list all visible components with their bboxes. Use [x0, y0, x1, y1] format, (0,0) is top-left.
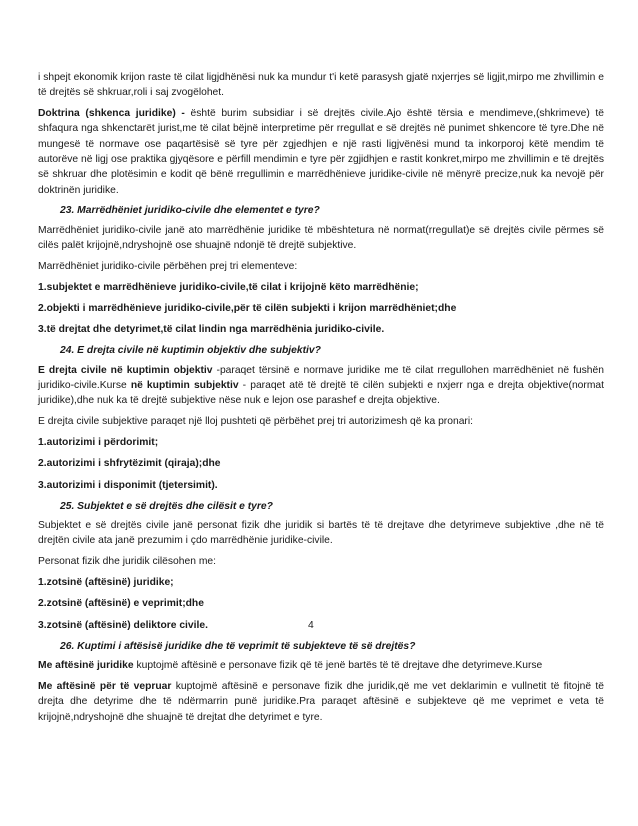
list-item-element-3: 3.të drejtat dhe detyrimet,të cilat lindin nga marrëdhënia juridiko-civile.	[38, 324, 385, 336]
term-subjective: në kuptimin subjektiv	[130, 380, 239, 392]
list-item-authorization-1: 1.autorizimi i përdorimit;	[38, 436, 159, 448]
paragraph-legal-capacity: Me aftësinë juridike kuptojmë aftësinë e personave fizik që të jenë bartës të të drejtave dhe detyrimeve.Kurse	[38, 660, 543, 672]
list-item-element-1: 1.subjektet e marrëdhënieve juridiko-civile,të cilat i krijojnë këto marrëdhënie;	[38, 281, 419, 293]
paragraph-authorizations-intro: E drejta civile subjektive paraqet një lloj pushteti që përbëhet prej tri autorizimesh që ka pronari:	[38, 416, 473, 428]
paragraph-objective-subjective: E drejta civile në kuptimin objektiv -paraqet tërsinë e normave juridike me të cilat rregullohen marrëdhëniet në fushën juridiko-civile.Kurse në kuptimin subjektiv - paraqet atë të drejtë të cilën subjekti e nxjerr nga e drejta objektive(normat juridike),dhe nuk ka të drejtë subjektive nëse nuk e lejon ose parashef e drejta objektive.	[38, 364, 604, 407]
list-item-element-2: 2.objekti i marrëdhënieve juridiko-civile,për të cilën subjekti i krijon marrëdhëniet;dhe	[38, 302, 457, 314]
heading-25: 25. Subjektet e së drejtës dhe cilësit e tyre?	[60, 500, 273, 512]
paragraph-civil-relations: Marrëdhëniet juridiko-civile janë ato marrëdhënie juridike të mbështetura në normat(rregullat)e së drejtës civile përmes së cilës palët krijojnë,ndryshojnë ose shuajnë ndonjë të drejtë subjektive.	[38, 224, 604, 251]
paragraph-doctrine: Doktrina (shkenca juridike) - është burim subsidiar i së drejtës civile.Ajo është tërsia e mendimeve,(shkrimeve) të shfaqura nga shkenctarët jurist,me të cilat bëjnë interpretime për rregullat e së drejtës në punimet shkencore të tyre.Dhe në mungesë të normave ose paqartësisë së tyre për zgjedhjen e një rasti ligjvënësi mund ta inkorporoj këtë mendim të autorëve në ligj ose praktika gjyqësore e përfill mendimin e tyre për zgjidhjen e rastit konkret,mirpo me zhvillimin e të drejtës së shkruar dhe plotësimin e kodit që bënë rregullimin e marrëdhënieve juridike-civile në mënyrë precize,nuk ka nevojë për doktrinën juridike.	[38, 108, 604, 196]
heading-24: 24. E drejta civile në kuptimin objektiv dhe subjektiv?	[60, 345, 321, 357]
page-number: 4	[307, 619, 314, 631]
term-doctrine: Doktrina (shkenca juridike) -	[38, 108, 185, 120]
term-capacity-to-act: Me aftësinë për të vepruar	[38, 681, 172, 692]
list-item-capacity-3: 3.zotsinë (aftësinë) deliktore civile. 4	[38, 619, 314, 631]
list-item-authorization-3: 3.autorizimi i disponimit (tjetersimit).	[38, 479, 218, 491]
term-objective: E drejta civile në kuptimin objektiv	[38, 364, 213, 376]
heading-26: 26. Kuptimi i aftësisë juridike dhe të veprimit të subjekteve të së drejtës?	[60, 640, 416, 652]
heading-23: 23. Marrëdhëniet juridiko-civile dhe elementet e tyre?	[60, 205, 320, 217]
paragraph-customary-law: i shpejt ekonomik krijon raste të cilat ligjdhënësi nuk ka mundur t'i ketë parasysh gjatë nxjerrjes së ligjit,mirpo me zhvillimin e të drejtës së shkruar,roli i saj zvogëlohet.	[38, 72, 604, 99]
paragraph-elements-intro: Marrëdhëniet juridiko-civile përbëhen prej tri elementeve:	[38, 260, 298, 272]
list-item-capacity-1: 1.zotsinë (aftësinë) juridike;	[38, 577, 174, 589]
list-item-capacity-2: 2.zotsinë (aftësinë) e veprimit;dhe	[38, 598, 204, 610]
paragraph-subjects: Subjektet e së drejtës civile janë personat fizik dhe juridik si bartës të të drejtave dhe detyrimeve subjektive ,dhe në të drejtën civile ata janë prezumim i çdo marrëdhënie juridike-civile.	[38, 520, 604, 547]
paragraph-capacity-to-act: Me aftësinë për të vepruar kuptojmë aftësinë e personave fizik dhe juridik,që me vet deklarimin e vullnetit të fitojnë të drejta dhe detyrime dhe të ndërmarrin punë juridike.Pra paraqet aftësinë e subjekteve që me veprimet e veta të krijojnë,ndryshojnë dhe shuajnë të drejtat dhe detyrimet e tyre.	[38, 681, 604, 723]
list-item-authorization-2: 2.autorizimi i shfrytëzimit (qiraja);dhe	[38, 458, 221, 470]
paragraph-qualities-intro: Personat fizik dhe juridik cilësohen me:	[38, 556, 216, 568]
term-legal-capacity: Me aftësinë juridike	[38, 660, 134, 672]
